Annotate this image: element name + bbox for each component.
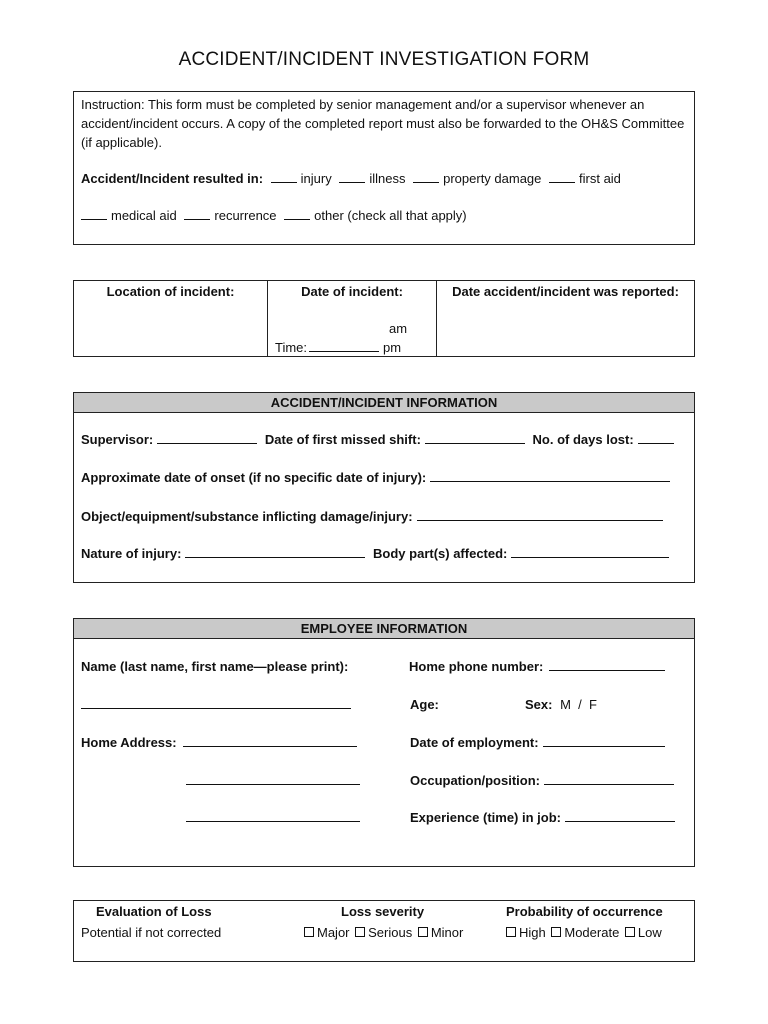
resulted-in-label: Accident/Incident resulted in: xyxy=(81,171,264,186)
home-phone-row xyxy=(409,659,669,674)
body-part-field[interactable] xyxy=(511,546,669,558)
resulted-in-row xyxy=(81,171,621,186)
name-field[interactable] xyxy=(81,697,351,709)
location-label: Location of incident: xyxy=(106,284,235,299)
severity-options xyxy=(304,925,463,940)
sex-row xyxy=(525,697,597,712)
major-checkbox[interactable] xyxy=(304,927,314,937)
probability-header: Probability of occurrence xyxy=(506,904,663,919)
onset-field[interactable] xyxy=(430,470,670,482)
option-first-aid: first aid xyxy=(579,171,621,186)
first-missed-shift-label: Date of first missed shift: xyxy=(264,432,421,447)
high-checkbox[interactable] xyxy=(506,927,516,937)
home-address-field-2[interactable] xyxy=(186,773,360,785)
first-aid-checkbox[interactable] xyxy=(549,171,575,183)
experience-row xyxy=(410,810,679,825)
date-cell[interactable] xyxy=(268,281,437,356)
illness-checkbox[interactable] xyxy=(339,171,365,183)
serious-checkbox[interactable] xyxy=(355,927,365,937)
days-lost-field[interactable] xyxy=(638,432,674,444)
medical-aid-checkbox[interactable] xyxy=(81,208,107,220)
home-address-field-3[interactable] xyxy=(186,810,360,822)
employment-date-field[interactable] xyxy=(543,735,665,747)
home-address-row xyxy=(81,735,361,750)
severity-major: Major xyxy=(317,925,350,940)
object-row xyxy=(81,509,663,524)
minor-checkbox[interactable] xyxy=(418,927,428,937)
home-address-row-2 xyxy=(186,773,364,788)
supervisor-label: Supervisor: xyxy=(81,432,154,447)
time-row xyxy=(275,340,401,355)
employment-date-label: Date of employment: xyxy=(410,735,539,750)
occupation-row xyxy=(410,773,678,788)
instruction-box xyxy=(73,91,695,245)
name-label: Name (last name, first name—please print): xyxy=(81,659,349,674)
supervisor-row xyxy=(81,432,678,447)
pm-label: pm xyxy=(383,340,402,355)
object-field[interactable] xyxy=(417,509,663,521)
sex-label: Sex: xyxy=(525,697,553,712)
first-missed-shift-field[interactable] xyxy=(425,432,525,444)
option-injury: injury xyxy=(300,171,332,186)
time-label: Time: xyxy=(275,340,308,355)
option-property-damage: property damage xyxy=(443,171,542,186)
reported-date-cell[interactable] xyxy=(437,281,694,356)
age-label: Age: xyxy=(410,697,439,712)
loss-evaluation-table xyxy=(73,900,695,962)
severity-serious: Serious xyxy=(368,925,413,940)
experience-label: Experience (time) in job: xyxy=(410,810,561,825)
moderate-checkbox[interactable] xyxy=(551,927,561,937)
probability-options xyxy=(506,925,662,940)
severity-minor: Minor xyxy=(430,925,464,940)
body-part-label: Body part(s) affected: xyxy=(373,546,508,561)
am-label: am xyxy=(389,321,408,336)
home-address-label: Home Address: xyxy=(81,735,177,750)
days-lost-label: No. of days lost: xyxy=(532,432,634,447)
accident-info-section xyxy=(73,392,695,583)
employee-info-heading: EMPLOYEE INFORMATION xyxy=(74,619,694,639)
nature-field[interactable] xyxy=(185,546,365,558)
date-label: Date of incident: xyxy=(301,284,403,299)
onset-label: Approximate date of onset (if no specific date of injury): xyxy=(81,470,427,485)
name-row xyxy=(81,697,355,712)
time-field[interactable] xyxy=(309,340,379,352)
probability-low: Low xyxy=(637,925,662,940)
property-damage-checkbox[interactable] xyxy=(413,171,439,183)
employment-date-row xyxy=(410,735,669,750)
occupation-label: Occupation/position: xyxy=(410,773,540,788)
option-illness: illness xyxy=(369,171,406,186)
form-title: ACCIDENT/INCIDENT INVESTIGATION FORM xyxy=(178,49,590,70)
onset-row xyxy=(81,470,670,485)
probability-high: High xyxy=(519,925,546,940)
incident-details-table xyxy=(73,280,695,357)
employee-info-section xyxy=(73,618,695,867)
home-phone-field[interactable] xyxy=(549,659,665,671)
probability-moderate: Moderate xyxy=(564,925,620,940)
evaluation-header: Evaluation of Loss xyxy=(96,904,212,919)
instruction-text: Instruction: This form must be completed by senior management and/or a supervisor whenever an accident/incident occurs. A copy of the completed report must also be forwarded to the OH&S Committee (if applicable). xyxy=(81,97,685,150)
location-cell[interactable] xyxy=(74,281,268,356)
home-address-row-3 xyxy=(186,810,364,825)
occupation-field[interactable] xyxy=(544,773,674,785)
nature-label: Nature of injury: xyxy=(81,546,182,561)
object-label: Object/equipment/substance inflicting damage/injury: xyxy=(81,509,413,524)
option-medical-aid: medical aid xyxy=(111,208,177,223)
low-checkbox[interactable] xyxy=(625,927,635,937)
option-recurrence: recurrence xyxy=(214,208,277,223)
option-other: other (check all that apply) xyxy=(314,208,467,223)
injury-checkbox[interactable] xyxy=(271,171,297,183)
potential-label: Potential if not corrected xyxy=(81,925,222,940)
sex-options[interactable]: M / F xyxy=(560,697,597,712)
nature-row xyxy=(81,546,669,561)
home-phone-label: Home phone number: xyxy=(409,659,544,674)
severity-header: Loss severity xyxy=(341,904,425,919)
reported-date-label: Date accident/incident was reported: xyxy=(452,284,679,299)
other-checkbox[interactable] xyxy=(284,208,310,220)
home-address-field-1[interactable] xyxy=(183,735,357,747)
recurrence-checkbox[interactable] xyxy=(184,208,210,220)
supervisor-field[interactable] xyxy=(157,432,257,444)
experience-field[interactable] xyxy=(565,810,675,822)
resulted-in-row-2 xyxy=(81,208,467,223)
accident-info-heading: ACCIDENT/INCIDENT INFORMATION xyxy=(74,393,694,413)
